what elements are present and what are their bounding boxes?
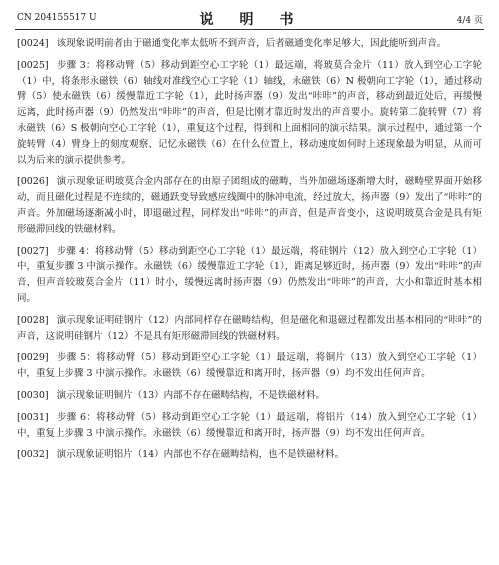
paragraph-text: 演示现象证明玻莫合金内部存在的由原子团组成的磁畴，当外加磁场逐渐增大时，磁畴壁界面开始移动，而且磁化过程是不连续的，磁通跃变导致感应线圈中的脉冲电流，经过放大，扬声器（9）发出了“咔咔”的声音。外加磁场逐渐减小时，即退磁过程，同样发出“咔咔”的声音，但是声音变小，这说明玻莫合金是具有矩形磁滞回线的铁磁材料。: [17, 176, 482, 235]
paragraph-number: [0031]: [17, 411, 49, 423]
paragraph-text: 演示现象证明硅钢片（12）内部同样存在磁畴结构，但是磁化和退磁过程都发出基本相同的“咔咔”的声音，这说明硅钢片（12）不是具有矩形磁滞回线的铁磁材料。: [17, 314, 482, 342]
document-title: 说 明 书: [199, 12, 300, 28]
paragraph-number: [0032]: [17, 449, 49, 461]
paragraph-text: 步骤 6：将移动臂（5）移动到距空心工字轮（1）最远端，将铝片（14）放入到空心工字轮（1）中，重复上步骤 3 中演示操作。永磁铁（6）缓慢靠近和离开时，扬声器（9）均不发出任何声音。: [17, 411, 482, 439]
paragraph-text: 该现象说明前者由于磁通变化率太低听不到声音，后者磁通变化率足够大，因此能听到声音。: [56, 38, 447, 49]
paragraph-number: [0029]: [17, 352, 49, 364]
paragraph-0027: [17, 244, 482, 307]
paragraph-number: [0025]: [17, 59, 49, 71]
paragraph-number: [0024]: [17, 38, 49, 49]
page-number: 4/4 页: [456, 16, 483, 26]
paragraph-text: 步骤 3：将移动臂（5）移动到距空心工字轮（1）最远端，将玻莫合金片（11）放入到空心工字轮（1）中，将条形永磁铁（6）轴线对准线空心工字轮（1）轴线，永磁铁（6）N 极朝向工字轮（1），通过移动臂（5）使永磁铁（6）缓慢靠近工字轮（1），此时扬声器（9）发出“咔咔”的声音，移动到最近处后，再缓慢远离，此时扬声器（9）仍然发出“咔咔”的声音，但是比刚才靠近时发出的声音要小。旋转第二旋转臂（7）将永磁铁（6）S 极朝向空心工字轮（1），重复这个过程，得到和上面相同的演示结果。演示过程中，通过第一个旋转臂（4）臂身上的刻度观察、记忆永磁铁（6）在什么位置上，移动速度如何时上述现象最为明显，从而可以为后来的演示提供参考。: [17, 59, 482, 166]
paragraph-0028: [17, 313, 482, 345]
paragraph-0031: [17, 410, 482, 442]
paragraph-text: 步骤 5：将移动臂（5）移动到距空心工字轮（1）最远端，将铜片（13）放入到空心工字轮（1）中，重复上步骤 3 中演示操作。永磁铁（6）缓慢靠近和离开时，扬声器（9）均不发出任何声音。: [17, 352, 482, 380]
paragraph-0030: [17, 388, 482, 404]
paragraph-number: [0027]: [17, 245, 49, 257]
paragraph-0029: [17, 350, 482, 382]
page-header: [0, 0, 499, 36]
document-body: [17, 36, 482, 469]
paragraph-text: 步骤 4：将移动臂（5）移动到距空心工字轮（1）最远端，将硅钢片（12）放入到空心工字轮（1）中，重复步骤 3 中演示操作。永磁铁（6）缓慢靠近工字轮（1），距离足够近时，扬声器（9）发出“咔咔”的声音，但声音较玻莫合金片（11）时小，缓慢远离时扬声器（9）仍然发出“咔咔”的声音，大小和靠近时基本相同。: [17, 245, 482, 304]
paragraph-text: 演示现象证明铝片（14）内部也不存在磁畴结构，也不是铁磁材料。: [56, 449, 345, 461]
document-number: CN 204155517 U: [17, 13, 97, 23]
paragraph-0024: [17, 36, 482, 52]
paragraph-text: 演示现象证明铜片（13）内部不存在磁畴结构，不是铁磁材料。: [56, 389, 326, 401]
header-rule: [15, 29, 484, 30]
paragraph-0025: [17, 58, 482, 169]
paragraph-number: [0026]: [17, 176, 49, 188]
paragraph-number: [0028]: [17, 314, 49, 326]
paragraph-0026: [17, 174, 482, 237]
paragraph-number: [0030]: [17, 389, 49, 401]
paragraph-0032: [17, 447, 482, 463]
